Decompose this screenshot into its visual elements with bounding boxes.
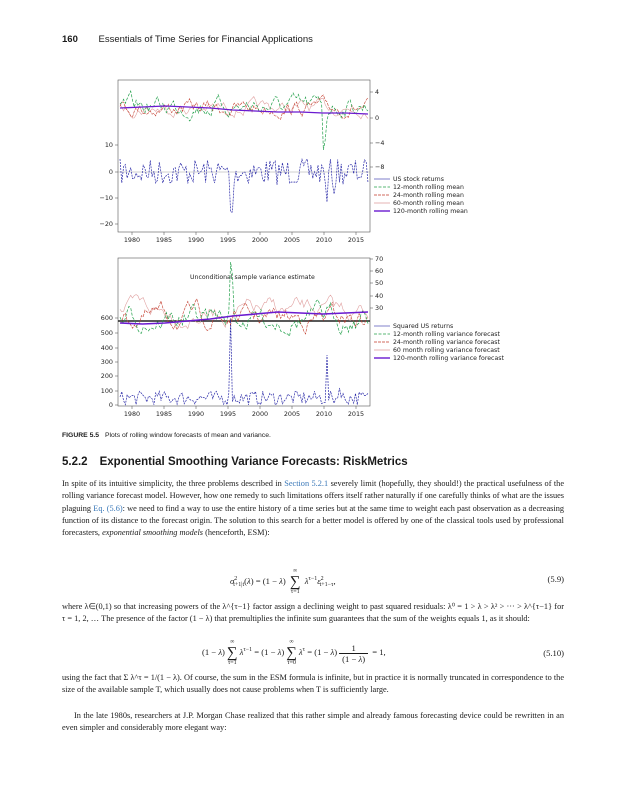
squared-us-returns-line (120, 318, 368, 405)
12-month-rolling-mean-line (120, 91, 368, 150)
top-right-axis-label: −8 (375, 163, 385, 171)
top-x-axis-label: 2000 (251, 236, 269, 244)
top-x-axis-label: 1990 (187, 236, 205, 244)
top-right-axis-label: −4 (375, 139, 385, 147)
bottom-left-axis-label: 600 (100, 314, 113, 322)
bottom-x-axis-label: 1995 (219, 410, 237, 418)
bottom-right-axis-label: 60 (375, 267, 384, 275)
bottom-legend-entry: 24-month rolling variance forecast (393, 339, 500, 346)
top-legend-entry: 60-month rolling mean (393, 200, 464, 207)
top-right-axis-label: 0 (375, 114, 380, 122)
top-x-axis-label: 1985 (155, 236, 173, 244)
bottom-left-axis-label: 400 (100, 344, 113, 352)
paragraph-2: where λ∈(0,1) so that increasing powers of the λ^{τ−1} factor assign a declining weight to past squared residuals: λ⁰ = 1 > λ > λ² > ··· > λ^{τ−1} for τ = 1, 2, … The presence of the factor (1 − λ) that premultiplies the infinite sum guarantees that the sum of the weights equals 1, as it should: (62, 602, 564, 624)
bottom-x-axis-label: 1985 (155, 410, 173, 418)
bottom-panel (101, 255, 511, 418)
bottom-legend-entry: 12-month rolling variance forecast (393, 331, 500, 338)
section-number: 5.2.2 (62, 456, 88, 468)
section-link[interactable]: Section 5.2.1 (284, 479, 329, 488)
bottom-left-axis-label: 100 (100, 387, 113, 395)
top-x-axis-label: 1995 (219, 236, 237, 244)
bottom-legend-entry: 60 month rolling variance forecast (393, 347, 500, 354)
unconditional-variance-label: Unconditional sample variance estimate (190, 274, 315, 281)
caption-label: FIGURE 5.5 (62, 432, 100, 439)
section-heading (62, 456, 408, 468)
bottom-right-axis-label: 70 (375, 255, 384, 263)
equation-5-10 (62, 637, 564, 667)
top-x-axis-label: 1980 (123, 236, 141, 244)
top-left-axis-label: 0 (108, 168, 113, 176)
bottom-right-axis-label: 30 (375, 304, 384, 312)
24-month-rolling-mean-line (120, 95, 368, 119)
bottom-right-axis-label: 50 (375, 279, 384, 287)
bottom-left-axis-label: 0 (108, 401, 113, 409)
bottom-x-axis-label: 2000 (251, 410, 269, 418)
60-month-rolling-mean-line (120, 97, 368, 119)
equation-5-9 (62, 566, 564, 595)
page-number: 160 (62, 34, 78, 45)
bottom-left-axis-label: 500 (100, 329, 113, 337)
top-legend-entry: 24-month rolling mean (393, 192, 464, 199)
top-legend-entry: 120-month rolling mean (393, 208, 468, 215)
top-left-axis-label: −10 (99, 194, 113, 202)
p1-text-b: severely limit (hopefully, they should!) the practical usefulness of the rolling variance forecast model. However, how one remedy to such limitations offers itself rather naturally if one carefully thinks of what are the issues plaguing (62, 479, 565, 513)
bottom-x-axis-label: 2015 (347, 410, 365, 418)
bottom-x-axis-label: 1990 (187, 410, 205, 418)
p1-text-d: (henceforth, ESM): (205, 528, 270, 538)
paragraph-3: using the fact that Σ λ^τ = 1/(1 − λ). Of course, the sum in the ESM formula is infinite, but in practice it is normally truncated in correspondence to the size of the available sample T, which usually does not cause problems when T is sufficiently large. (62, 673, 564, 695)
bottom-x-axis-label: 2010 (315, 410, 333, 418)
paragraph-1 (62, 478, 564, 539)
top-legend-entry: 12-month rolling mean (393, 184, 464, 191)
bottom-right-axis-label: 40 (375, 292, 384, 300)
sum-symbol: ∞ ∑ τ=1 (289, 568, 301, 595)
bottom-left-axis-label: 300 (100, 358, 113, 366)
top-panel (100, 80, 512, 244)
bottom-left-axis-label: 200 (100, 372, 113, 380)
top-legend-entry: US stock returns (393, 176, 444, 183)
equation-5-10-number: (5.10) (543, 648, 564, 658)
top-left-axis-label: −20 (99, 220, 113, 228)
bottom-x-axis-label: 1980 (123, 410, 141, 418)
p1-emphasis: exponential smoothing models (102, 528, 204, 538)
bottom-legend-entry: Squared US returns (393, 323, 454, 330)
bottom-x-axis-label: 2005 (283, 410, 301, 418)
section-title: Exponential Smoothing Variance Forecasts: RiskMetrics (99, 456, 408, 468)
bottom-legend-entry: 120-month rolling variance forecast (393, 355, 504, 362)
top-x-axis-label: 2015 (347, 236, 365, 244)
p1-text-c: : we need to find a way to use the entire history of a time series but at the same time to weight each past observation as a decreasing function of its distance to the forecast origin. The solution to this search for a better model is offered by one of the classical tools used by professional forecasters, (62, 503, 564, 538)
top-left-axis-label: 10 (104, 141, 113, 149)
figure-caption (62, 432, 271, 439)
top-x-axis-label: 2005 (283, 236, 301, 244)
running-title: Essentials of Time Series for Financial Applications (98, 34, 313, 45)
equation-5-9-number: (5.9) (547, 574, 564, 584)
equation-link[interactable]: Eq. (5.6) (93, 503, 123, 513)
paragraph-4: In the late 1980s, researchers at J.P. Morgan Chase realized that this rather simple and already famous forecasting device could be rewritten in an even simpler and considerably more elegant way: (62, 711, 564, 733)
p1-text-a: In spite of its intuitive simplicity, the three problems described in (62, 479, 282, 488)
equation-5-10-body: (1 − λ)∞ ∑ $\tau=1\lambda^{\tau-1} = (1 - \lambda)\infty$ ∑ $\tau=0\lambda^\tau = (1 - \lambda)$ $\frac{1}{(1 - \lambda)}$ = 1, (202, 639, 386, 666)
top-x-axis-label: 2010 (315, 236, 333, 244)
equation-5-9-body: $\sigma^2_{t+1|t}(\lambda) = (1 - \lambda)$ ∞ ∑ τ=1 $\lambda^{\tau-1}\varepsilon^2_{t+1-\tau}$, (230, 568, 336, 595)
us-stock-returns-line (120, 159, 368, 212)
caption-text: Plots of rolling window forecasts of mean and variance. (105, 432, 271, 439)
top-right-axis-label: 4 (375, 88, 380, 96)
